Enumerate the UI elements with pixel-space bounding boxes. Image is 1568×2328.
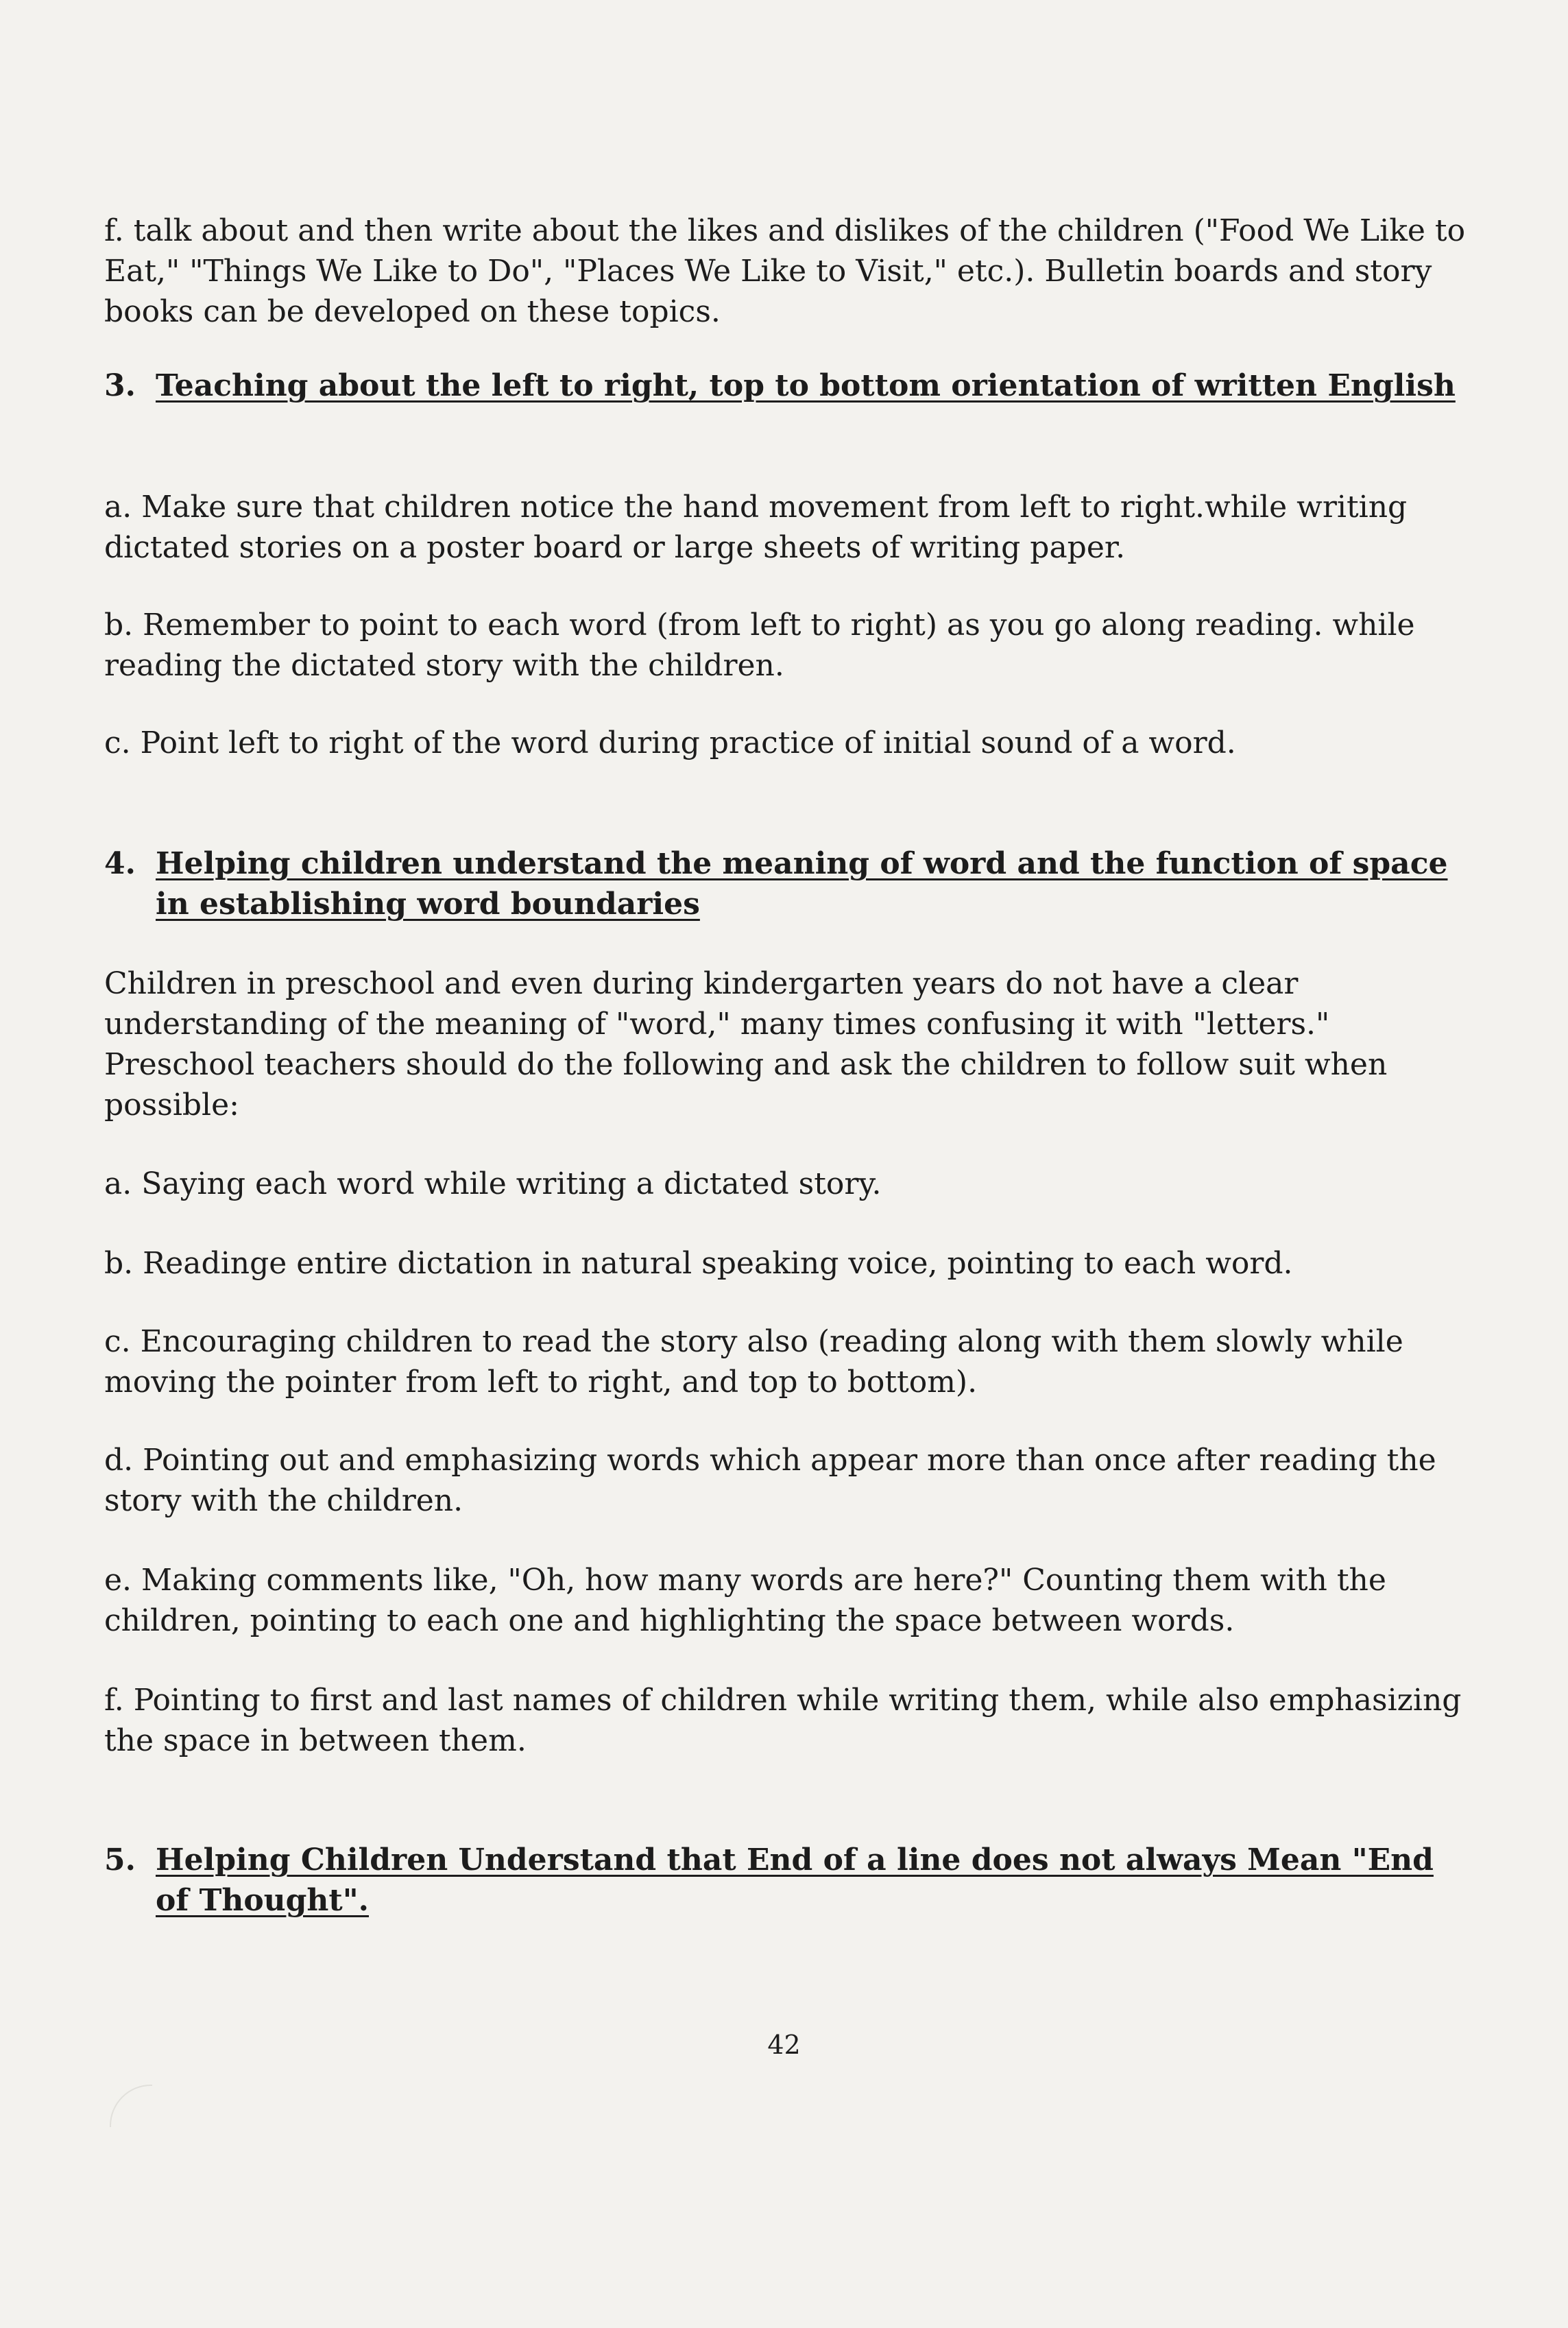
section-5-title: Helping Children Understand that End of a line does not always Mean "End of Thought". [156, 1843, 1434, 1918]
section-5-heading [104, 1840, 1469, 1921]
section-4-item-d: d. Pointing out and emphasizing words which appear more than once after reading the story with the children. [104, 1443, 1436, 1518]
section-3-item-a: a. Make sure that children notice the hand movement from left to right.while writing dictated stories on a poster board or large sheets of writing paper. [104, 490, 1408, 565]
section-4-intro: Children in preschool and even during kindergarten years do not have a clear understanding of the meaning of "word," many times confusing it with "letters." Preschool teachers should do the following and ask the children to follow suit when possible: [104, 966, 1388, 1123]
paper-mark [110, 2085, 152, 2127]
section-3-item-c: c. Point left to right of the word during practice of initial sound of a word. [104, 725, 1236, 760]
section-4-item-f: f. Pointing to first and last names of children while writing them, while also emphasizing the space in between them. [104, 1683, 1462, 1758]
page-number: 42 [767, 2030, 801, 2060]
section-4-item-a: a. Saying each word while writing a dictated story. [104, 1166, 882, 1201]
section-3-number: 3. [104, 368, 136, 403]
section-4-item-b: b. Readinge entire dictation in natural speaking voice, pointing to each word. [104, 1246, 1293, 1281]
section-4-number: 4. [104, 846, 136, 881]
section-4-title: Helping children understand the meaning of word and the function of space in establishing word boundaries [156, 846, 1448, 922]
intro-item-f: f. talk about and then write about the likes and dislikes of the children ("Food We Like to Eat," "Things We Like to Do", "Places We Like to Visit," etc.). Bulletin boards and story books can be developed on these topics. [104, 213, 1466, 329]
section-4-heading [104, 843, 1469, 924]
section-3-heading [104, 365, 1469, 406]
section-4-item-c: c. Encouraging children to read the story also (reading along with them slowly while moving the pointer from left to right, and top to bottom). [104, 1324, 1403, 1400]
section-3-item-b: b. Remember to point to each word (from left to right) as you go along reading. while reading the dictated story with the children. [104, 608, 1415, 683]
section-4-item-e: e. Making comments like, "Oh, how many words are here?" Counting them with the children, pointing to each one and highlighting the space between words. [104, 1563, 1386, 1638]
section-3-title: Teaching about the left to right, top to bottom orientation of written English [156, 368, 1456, 403]
section-5-number: 5. [104, 1843, 136, 1877]
